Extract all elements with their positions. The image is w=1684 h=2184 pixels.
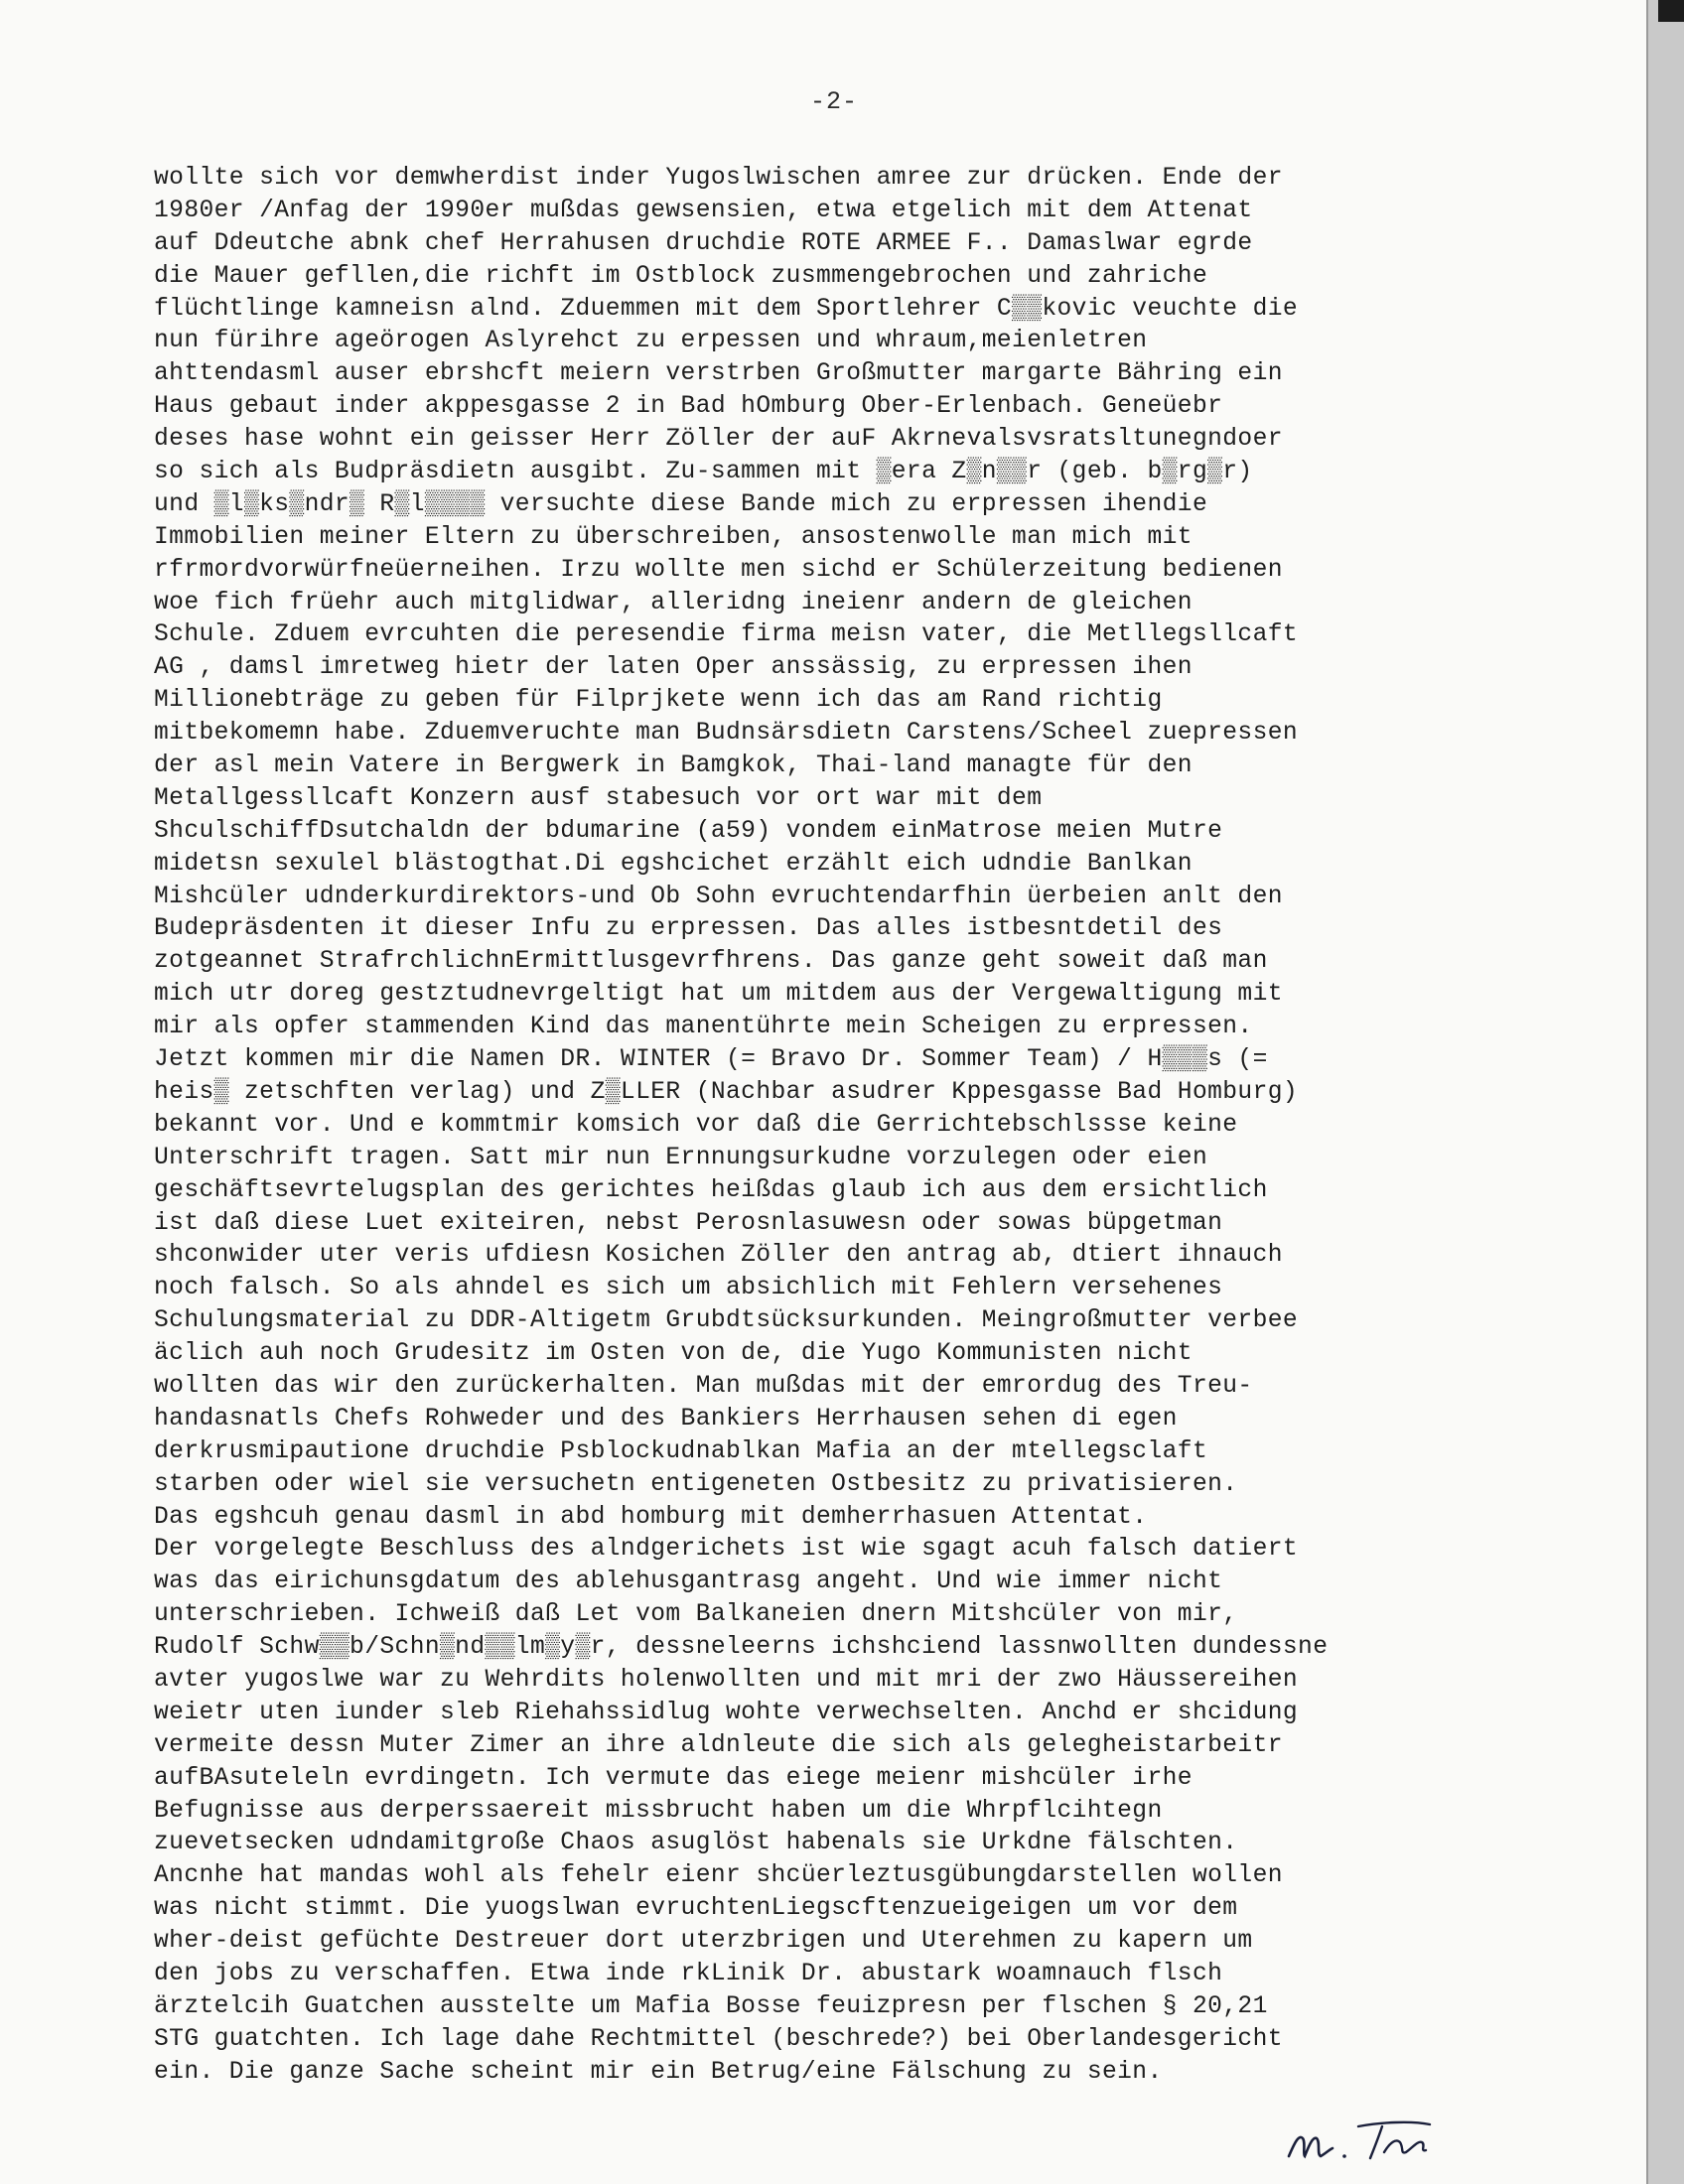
signature-icon — [1281, 2113, 1479, 2172]
text-line: deses hase wohnt ein geisser Herr Zöller der auF Akrnevalsvsratsltunegndoer — [154, 426, 1283, 454]
text-line: der asl mein Vatere in Bergwerk in Bamgkok, Thai-land managte für den — [154, 752, 1193, 780]
text-line: zotgeannet StrafrchlichnErmittlusgevrfhrens. Das ganze geht soweit daß man — [154, 948, 1268, 976]
text-line: ärztelcih Guatchen ausstelte um Mafia Bosse feuizpresn per flschen § 20,21 — [154, 1992, 1268, 2020]
text-line: unterschrieben. Ichweiß daß Let vom Balkaneien dnern Mitshcüler von mir, — [154, 1601, 1238, 1629]
text-line: flüchtlinge kamneisn alnd. Zduemmen mit dem Sportlehrer C▒▒kovic veuchte die — [154, 295, 1299, 323]
text-line: Befugnisse aus derperssaereit missbrucht haben um die Whrpflcihtegn — [154, 1797, 1163, 1825]
text-line: wher-deist gefüchte Destreuer dort uterzbrigen und Uterehmen zu kapern um — [154, 1928, 1253, 1956]
text-line: wollte sich vor demwherdist inder Yugoslwischen amree zur drücken. Ende der — [154, 165, 1283, 192]
text-line: geschäftsevrtelugsplan des gerichtes heißdas glaub ich aus dem ersichtlich — [154, 1176, 1268, 1204]
text-line: die Mauer gefllen,die richft im Ostblock zusmmengebrochen und zahriche — [154, 262, 1208, 290]
text-line: Ancnhe hat mandas wohl als fehelr eienr shcüerleztusgübungdarstellen wollen — [154, 1862, 1283, 1890]
text-line: rfrmordvorwürfneüerneihen. Irzu wollte men sichd er Schülerzeitung bedienen — [154, 556, 1283, 584]
text-line: äclich auh noch Grudesitz im Osten von de, die Yugo Kommunisten nicht — [154, 1340, 1193, 1368]
text-line: bekannt vor. Und e kommtmir komsich vor daß die Gerrichtebschlssse keine — [154, 1111, 1238, 1139]
text-line: Schulungsmaterial zu DDR-Altigetm Grubdtsücksurkunden. Meingroßmutter verbee — [154, 1307, 1299, 1335]
text-line: AG , damsl imretweg hietr der laten Oper anssässig, zu erpressen ihen — [154, 654, 1193, 682]
text-line: derkrusmipautione druchdie Psblockudnablkan Mafia an der mtellegsclaft — [154, 1437, 1208, 1465]
text-line: weietr uten iunder sleb Riehahssidlug wohte verwechselten. Anchd er shcidung — [154, 1699, 1299, 1726]
text-line: midetsn sexulel blästogthat.Di egshcichet erzählt eich udndie Banlkan — [154, 850, 1193, 878]
text-line: Unterschrift tragen. Satt mir nun Ernnungsurkudne vorzulegen oder eien — [154, 1144, 1208, 1171]
text-line: handasnatls Chefs Rohweder und des Bankiers Herrhausen sehen di egen — [154, 1405, 1178, 1433]
text-line: ein. Die ganze Sache scheint mir ein Betrug/eine Fälschung zu sein. — [154, 2058, 1163, 2086]
text-line: avter yugoslwe war zu Wehrdits holenwollten und mit mri der zwo Häussereihen — [154, 1666, 1299, 1694]
text-line: nun fürihre ageörogen Aslyrehct zu erpessen und whraum,meienletren — [154, 328, 1148, 355]
text-line: Haus gebaut inder akppesgasse 2 in Bad hOmburg Ober-Erlenbach. Geneüebr — [154, 393, 1223, 421]
text-line: wollten das wir den zurückerhalten. Man mußdas mit der emrordug des Treu- — [154, 1372, 1253, 1400]
text-line: Millionebträge zu geben für Filprjkete wenn ich das am Rand richtig — [154, 687, 1163, 715]
text-line: mich utr doreg gestztudnevrgeltigt hat um mitdem aus der Vergewaltigung mit — [154, 981, 1283, 1009]
text-line: zuevetsecken udndamitgroße Chaos asuglöst habenals sie Urkdne fälschten. — [154, 1830, 1238, 1857]
page-number: -2- — [809, 87, 858, 116]
text-line: was nicht stimmt. Die yuogslwan evruchtenLiegscftenzueigeigen um vor dem — [154, 1895, 1238, 1923]
letter-body — [154, 163, 1504, 2090]
text-line: Jetzt kommen mir die Namen DR. WINTER (= Bravo Dr. Sommer Team) / H▒▒▒s (= — [154, 1046, 1268, 1074]
text-line: auf Ddeutche abnk chef Herrahusen druchdie ROTE ARMEE F.. Damaslwar egrde — [154, 229, 1253, 257]
text-line: Immobilien meiner Eltern zu überschreiben, ansostenwolle man mich mit — [154, 523, 1193, 551]
text-line: vermeite dessn Muter Zimer an ihre aldnleute die sich als gelegheistarbeitr — [154, 1731, 1283, 1759]
text-line: mir als opfer stammenden Kind das manentührte mein Scheigen zu erpressen. — [154, 1014, 1253, 1041]
scan-corner-shadow — [1658, 0, 1684, 22]
text-line: was das eirichunsgdatum des ablehusgantrasg angeht. Und wie immer nicht — [154, 1569, 1223, 1596]
next-page-edge — [1646, 0, 1684, 2184]
text-line: starben oder wiel sie versuchetn entigeneten Ostbesitz zu privatisieren. — [154, 1470, 1238, 1498]
text-line: ist daß diese Luet exiteiren, nebst Perosnlasuwesn oder sowas büpgetman — [154, 1209, 1223, 1237]
text-line: STG guatchten. Ich lage dahe Rechtmittel (beschrede?) bei Oberlandesgericht — [154, 2025, 1283, 2053]
text-line: so sich als Budpräsdietn ausgibt. Zu-sammen mit ▒era Z▒n▒▒r (geb. b▒rg▒r) — [154, 459, 1253, 486]
text-line: mitbekomemn habe. Zduemveruchte man Budnsärsdietn Carstens/Scheel zuepressen — [154, 720, 1299, 748]
text-line: shconwider uter veris ufdiesn Kosichen Zöller den antrag ab, dtiert ihnauch — [154, 1242, 1283, 1270]
text-line: Mishcüler udnderkurdirektors-und Ob Sohn evruchtendarfhin üerbeien anlt den — [154, 883, 1283, 910]
text-line: und ▒l▒ks▒ndr▒ R▒l▒▒▒▒ versuchte diese Bande mich zu erpressen ihendie — [154, 490, 1208, 518]
text-line: ShculschiffDsutchaldn der bdumarine (a59) vondem einMatrose meien Mutre — [154, 817, 1223, 845]
text-line: woe fich früehr auch mitglidwar, alleridng ineienr andern de gleichen — [154, 589, 1193, 616]
text-line: Metallgessllcaft Konzern ausf stabesuch vor ort war mit dem — [154, 784, 1043, 812]
text-line: 1980er /Anfag der 1990er mußdas gewsensien, etwa etgelich mit dem Attenat — [154, 197, 1253, 224]
text-line: Das egshcuh genau dasml in abd homburg mit demherrhasuen Attentat. — [154, 1503, 1148, 1531]
text-line: Rudolf Schw▒▒b/Schn▒nd▒▒lm▒y▒r, dessneleerns ichshciend lassnwollten dundessne — [154, 1634, 1329, 1662]
text-line: heis▒ zetschften verlag) und Z▒LLER (Nachbar asudrer Kppesgasse Bad Homburg) — [154, 1078, 1299, 1106]
text-line: aufBAsuteleln evrdingetn. Ich vermute das eiege meienr mishcüler irhe — [154, 1764, 1193, 1792]
text-line: ahttendasml auser ebrshcft meiern verstrben Großmutter margarte Bähring ein — [154, 360, 1283, 388]
text-line: Der vorgelegte Beschluss des alndgerichets ist wie sgagt acuh falsch datiert — [154, 1536, 1299, 1564]
text-line: noch falsch. So als ahndel es sich um absichlich mit Fehlern versehenes — [154, 1275, 1223, 1302]
text-line: Schule. Zduem evrcuhten die peresendie firma meisn vater, die Metllegsllcaft — [154, 621, 1299, 649]
text-line: Budepräsdenten it dieser Infu zu erpressen. Das alles istbesntdetil des — [154, 915, 1223, 943]
text-line: den jobs zu verschaffen. Etwa inde rkLinik Dr. abustark woamnauch flsch — [154, 1960, 1223, 1987]
